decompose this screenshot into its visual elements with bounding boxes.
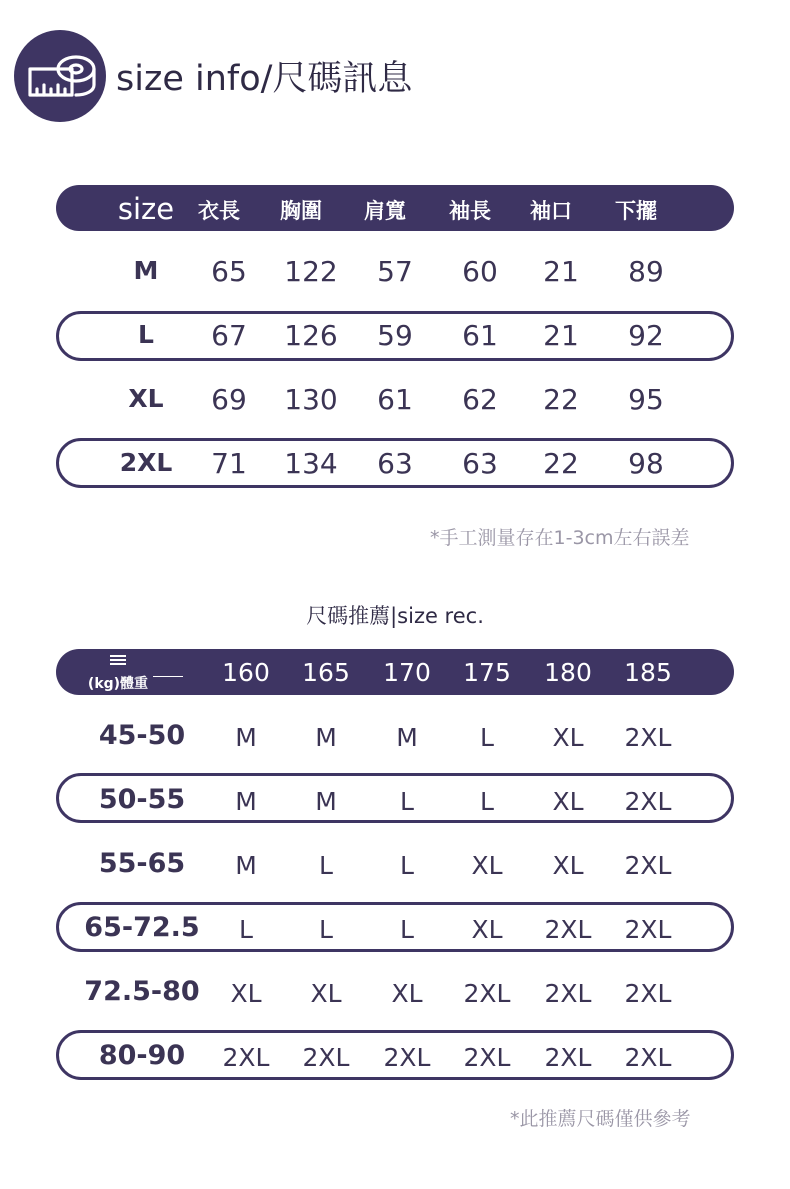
measurement-note: *手工測量存在1-3cm左右誤差 (430, 527, 690, 549)
measuring-tape-icon (14, 30, 106, 122)
height-header: 165 (302, 658, 350, 687)
size-value-cell: 61 (377, 383, 413, 416)
page-header (14, 28, 412, 123)
recommended-size-cell: XL (552, 851, 584, 880)
recommended-size-cell: M (396, 723, 418, 752)
recommended-size-cell: L (480, 787, 494, 816)
recommended-size-cell: 2XL (463, 979, 511, 1008)
column-header: 下擺 (615, 199, 657, 223)
height-header: 185 (624, 658, 672, 687)
size-value-cell: 122 (284, 255, 338, 288)
size-value-cell: 22 (543, 383, 579, 416)
recommended-size-cell: 2XL (383, 1043, 431, 1072)
column-header: 肩寬 (364, 199, 406, 223)
recommended-size-cell: XL (230, 979, 262, 1008)
weight-unit-label: (kg)體重 (87, 676, 149, 692)
recommended-size-cell: 2XL (624, 851, 672, 880)
recommended-size-cell: M (235, 851, 257, 880)
recommended-size-cell: 2XL (544, 1043, 592, 1072)
recommended-size-cell: L (480, 723, 494, 752)
weight-row-label: 55-65 (98, 848, 186, 879)
recommended-size-cell: M (315, 787, 337, 816)
column-header: 衣長 (198, 199, 240, 223)
size-value-cell: 71 (211, 447, 247, 480)
size-value-cell: 63 (377, 447, 413, 480)
weight-row-label: 50-55 (98, 784, 186, 815)
recommended-size-cell: L (400, 851, 414, 880)
recommended-size-cell: 2XL (624, 1043, 672, 1072)
recommended-size-cell: M (235, 723, 257, 752)
size-value-cell: 69 (211, 383, 247, 416)
weight-row-label: 45-50 (98, 720, 186, 751)
recommended-size-cell: L (239, 915, 253, 944)
column-header: 胸圍 (280, 199, 322, 223)
recommended-size-cell: L (319, 915, 333, 944)
recommended-size-cell: 2XL (624, 915, 672, 944)
recommended-size-cell: XL (310, 979, 342, 1008)
size-value-cell: 98 (628, 447, 664, 480)
height-unit-mark (106, 654, 130, 669)
recommended-size-cell: 2XL (624, 979, 672, 1008)
size-value-cell: 62 (462, 383, 498, 416)
size-value-cell: 126 (284, 319, 338, 352)
size-value-cell: 92 (628, 319, 664, 352)
page-title: size info/尺碼訊息 (116, 58, 413, 99)
size-value-cell: 67 (211, 319, 247, 352)
size-value-cell: 22 (543, 447, 579, 480)
size-value-cell: 60 (462, 255, 498, 288)
size-value-cell: 95 (628, 383, 664, 416)
size-value-cell: 63 (462, 447, 498, 480)
height-header: 180 (544, 658, 592, 687)
recommended-size-cell: 2XL (463, 1043, 511, 1072)
height-header: 175 (463, 658, 511, 687)
height-header: 170 (383, 658, 431, 687)
recommended-size-cell: M (235, 787, 257, 816)
size-row-label: 2XL (119, 448, 173, 477)
recommended-size-cell: M (315, 723, 337, 752)
column-header: 袖長 (449, 199, 491, 223)
size-value-cell: 89 (628, 255, 664, 288)
corner-divider (153, 676, 183, 677)
recommended-size-cell: 2XL (624, 723, 672, 752)
size-value-cell: 57 (377, 255, 413, 288)
size-value-cell: 65 (211, 255, 247, 288)
recommended-size-cell: 2XL (302, 1043, 350, 1072)
recommended-size-cell: XL (391, 979, 423, 1008)
size-value-cell: 59 (377, 319, 413, 352)
size-column-header: size (117, 192, 175, 226)
recommended-size-cell: 2XL (222, 1043, 270, 1072)
recommended-size-cell: 2XL (544, 979, 592, 1008)
recommended-size-cell: L (400, 787, 414, 816)
column-header: 袖口 (530, 199, 572, 223)
recommended-size-cell: XL (471, 915, 503, 944)
weight-row-label: 65-72.5 (84, 912, 200, 943)
size-row-label: L (138, 320, 154, 349)
recommended-size-cell: XL (552, 787, 584, 816)
size-value-cell: 21 (543, 255, 579, 288)
size-value-cell: 130 (284, 383, 338, 416)
size-row-label: XL (128, 384, 164, 413)
recommended-size-cell: XL (471, 851, 503, 880)
size-value-cell: 21 (543, 319, 579, 352)
recommendation-note: *此推薦尺碼僅供參考 (510, 1108, 691, 1130)
size-row-label: M (133, 256, 159, 285)
recommended-size-cell: 2XL (624, 787, 672, 816)
recommended-size-cell: L (400, 915, 414, 944)
weight-row-label: 80-90 (98, 1040, 186, 1071)
rec-table-header-band (56, 649, 734, 695)
recommended-size-cell: XL (552, 723, 584, 752)
size-table-header-band (56, 185, 734, 231)
recommended-size-cell: 2XL (544, 915, 592, 944)
size-value-cell: 134 (284, 447, 338, 480)
recommended-size-cell: L (319, 851, 333, 880)
rec-table-title: 尺碼推薦|size rec. (306, 604, 484, 628)
height-header: 160 (222, 658, 270, 687)
weight-row-label: 72.5-80 (84, 976, 200, 1007)
size-value-cell: 61 (462, 319, 498, 352)
